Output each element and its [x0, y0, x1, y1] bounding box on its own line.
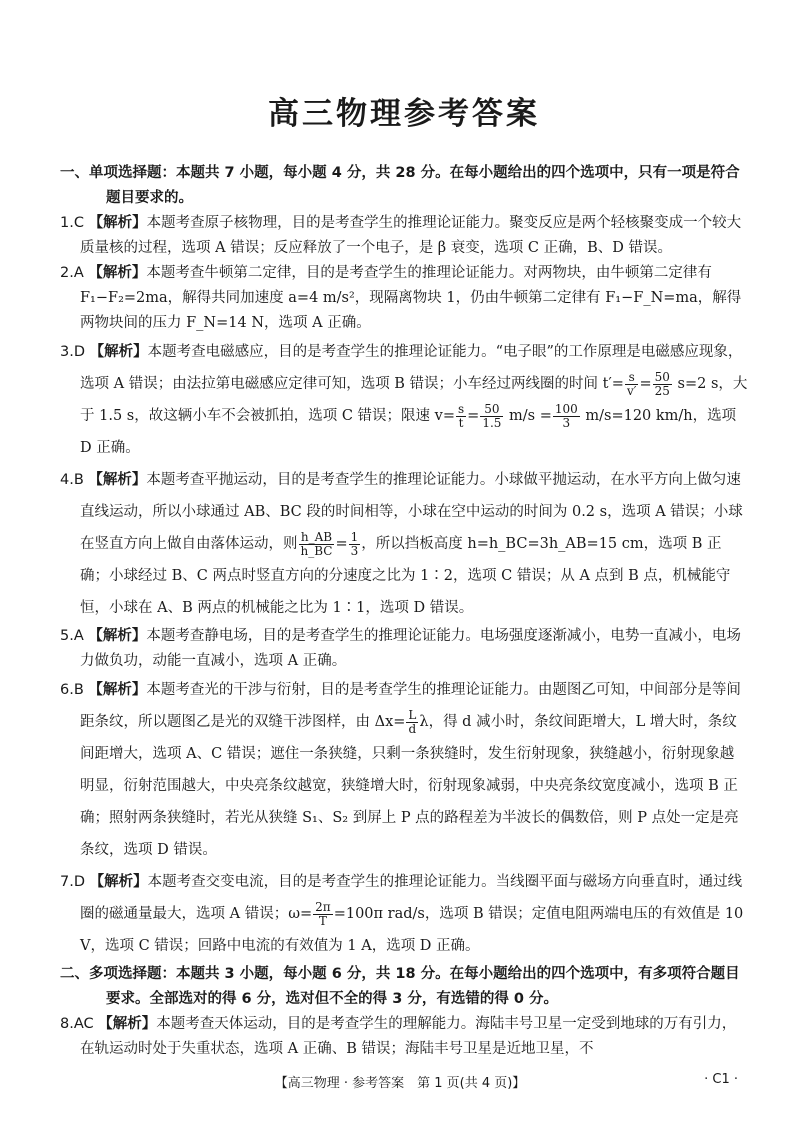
fraction-s-over-v: $\frac{s}{v'}$ [626, 369, 637, 398]
analysis-tag: 【解析】 [89, 874, 148, 890]
section-heading-multiple-choice: 二、多项选择题：本题共 3 小题，每小题 6 分，共 18 分。在每小题给出的四个选项中，有多项符合题目要求。全部选对的得 6 分，选对但不全的得 3 分，有选错的得 0 分。 [60, 966, 740, 1007]
answer-text: 本题考查平抛运动，目的是考查学生的推理论证能力。小球做平抛运动，在水平方向上做匀速直线运动，所以小球通过 AB、BC 段的时间相等，小球在空中运动的时间为 0.2 s，选项 A 错误；小球在竖直方向上做自由落体运动，则 [80, 472, 743, 552]
answer-item-2 [60, 261, 748, 336]
answer-number: 6.B [60, 682, 84, 698]
section-heading-single-choice: 一、单项选择题：本题共 7 小题，每小题 4 分，共 28 分。在每小题给出的四个选项中，只有一项是符合题目要求的。 [60, 165, 740, 206]
answer-text: 本题考查牛顿第二定律，目的是考查学生的推理论证能力。对两物块，由牛顿第二定律有 F₁−F₂=2ma，解得共同加速度 a=4 m/s²，现隔离物块 1，仍由牛顿第二定律有 F₁−F_N=ma，解得两物块间的压力 F_N=14 N，选项 A 正确。 [80, 265, 742, 331]
answer-item-1 [60, 211, 748, 261]
answer-number: 4.B [60, 472, 84, 488]
fraction-100-over-3: $\frac{100}{3}$ [554, 401, 578, 430]
analysis-tag: 【解析】 [88, 472, 147, 488]
page-title: 高三物理参考答案 [268, 96, 540, 132]
answer-number: 3.D [60, 344, 85, 360]
answer-text: 本题考查光的干涉与衍射，目的是考查学生的推理论证能力。由题图乙可知，中间部分是等间距条纹，所以题图乙是光的双缝干涉图样，由 Δx= [80, 682, 741, 730]
answer-text: 本题考查静电场，目的是考查学生的推理论证能力。电场强度逐渐减小，电势一直减小，电场力做负功，动能一直减小，选项 A 正确。 [80, 628, 741, 669]
fraction-50-over-25: $\frac{50}{25}$ [654, 369, 670, 398]
answer-number: 2.A [60, 265, 84, 281]
answer-item-3: 3.D 【解析】本题考查电磁感应，目的是考查学生的推理论证能力。“电子眼”的工作原理是电磁感应现象，选项 A 错误；由法拉第电磁感应定律可知，选项 B 错误；小车经过两线圈的时间 t′= $\frac{s}{v'}$ = $\frac{50}{25}$ s=2 s，大于 1.5 s，故这辆小车不会被抓拍，选项 C 错误；限速 v= $\frac{s}{t}$ = $\frac{50}{1.5}$ m/s = $\frac{100}{3}$ m/s=120 km/h，选项 D 正确。 [60, 344, 748, 456]
answer-text: 本题考查原子核物理，目的是考查学生的推理论证能力。聚变反应是两个轻核聚变成一个较大质量核的过程，选项 A 错误；反应释放了一个电子，是 β 衰变，选项 C 正确，B、D 错误。 [80, 215, 742, 256]
analysis-tag: 【解析】 [89, 344, 148, 360]
answer-text: 本题考查电磁感应，目的是考查学生的推理论证能力。“电子眼”的工作原理是电磁感应现象，选项 A 错误；由法拉第电磁感应定律可知，选项 B 错误；小车经过两线圈的时间 t′= [80, 344, 743, 392]
fraction-s-over-t: $\frac{s}{t}$ [457, 401, 465, 430]
analysis-tag: 【解析】 [88, 265, 147, 281]
page-footer [0, 1072, 800, 1091]
analysis-tag: 【解析】 [88, 215, 147, 231]
analysis-tag: 【解析】 [88, 682, 147, 698]
answer-item-7: 7.D 【解析】本题考查交变电流，目的是考查学生的推理论证能力。当线圈平面与磁场方向垂直时，通过线圈的磁通量最大，选项 A 错误；ω= $\frac{2\pi}{T}$ =100π rad/s，选项 B 错误；定值电阻两端电压的有效值是 10 V，选项 C 错误；回路中电流的有效值为 1 A，选项 D 正确。 [60, 874, 744, 954]
answer-number: 1.C [60, 215, 84, 231]
fraction-1-over-3: $\frac{1}{3}$ [350, 529, 359, 558]
answer-item-8 [60, 1012, 748, 1062]
answer-number: 8.AC [60, 1016, 94, 1032]
answer-text: 本题考查交变电流，目的是考查学生的推理论证能力。当线圈平面与磁场方向垂直时，通过线圈的磁通量最大，选项 A 错误；ω= [80, 874, 743, 922]
fraction-50-over-1-5: $\frac{50}{1.5}$ [482, 401, 502, 430]
answer-text: 本题考查天体运动，目的是考查学生的理解能力。海陆丰号卫星一定受到地球的万有引力，在轨运动时处于失重状态，选项 A 正确、B 错误；海陆丰号卫星是近地卫星，不 [80, 1016, 737, 1057]
footer-page-info: 【高三物理 · 参考答案 第 1 页(共 4 页)】 [274, 1076, 526, 1091]
answer-item-4: 4.B 【解析】本题考查平抛运动，目的是考查学生的推理论证能力。小球做平抛运动，在水平方向上做匀速直线运动，所以小球通过 AB、BC 段的时间相等，小球在空中运动的时间为 0.2 s，选项 A 错误；小球在竖直方向上做自由落体运动，则 $\frac{h\_AB}{h\_BC}$ = $\frac{1}{3}$ ，所以挡板高度 h=h_BC=3h_AB=15 cm，选项 B 正确；小球经过 B、C 两点时竖直方向的分速度之比为 1∶2，选项 C 错误；从 A 点到 B 点，机械能守恒，小球在 A、B 两点的机械能之比为 1∶1，选项 D 错误。 [60, 472, 743, 616]
answer-item-5 [60, 624, 748, 674]
footer-code: · C1 · [704, 1072, 738, 1087]
fraction-2pi-over-t: $\frac{2\pi}{T}$ [315, 899, 331, 928]
analysis-tag: 【解析】 [88, 628, 147, 644]
analysis-tag: 【解析】 [98, 1016, 157, 1032]
fraction-l-over-d: $\frac{L}{d}$ [408, 707, 417, 736]
answer-item-6: 6.B 【解析】本题考查光的干涉与衍射，目的是考查学生的推理论证能力。由题图乙可知，中间部分是等间距条纹，所以题图乙是光的双缝干涉图样，由 Δx= $\frac{L}{d}$ λ，得 d 减小时，条纹间距增大，L 增大时，条纹间距增大，选项 A、C 错误；遮住一条狭缝，只剩一条狭缝时，发生衍射现象，狭缝越小，衍射现象越明显，衍射范围越大，中央亮条纹越宽，狭缝增大时，衍射现象减弱，中央亮条纹宽度减小，选项 B 正确；照射两条狭缝时，若光从狭缝 S₁、S₂ 到屏上 P 点的路程差为半波长的偶数倍，则 P 点处一定是亮条纹，选项 D 错误。 [60, 682, 741, 858]
fraction-hab-over-hbc: $\frac{h\_AB}{h\_BC}$ [300, 529, 333, 558]
answer-number: 7.D [60, 874, 85, 890]
answer-number: 5.A [60, 628, 84, 644]
